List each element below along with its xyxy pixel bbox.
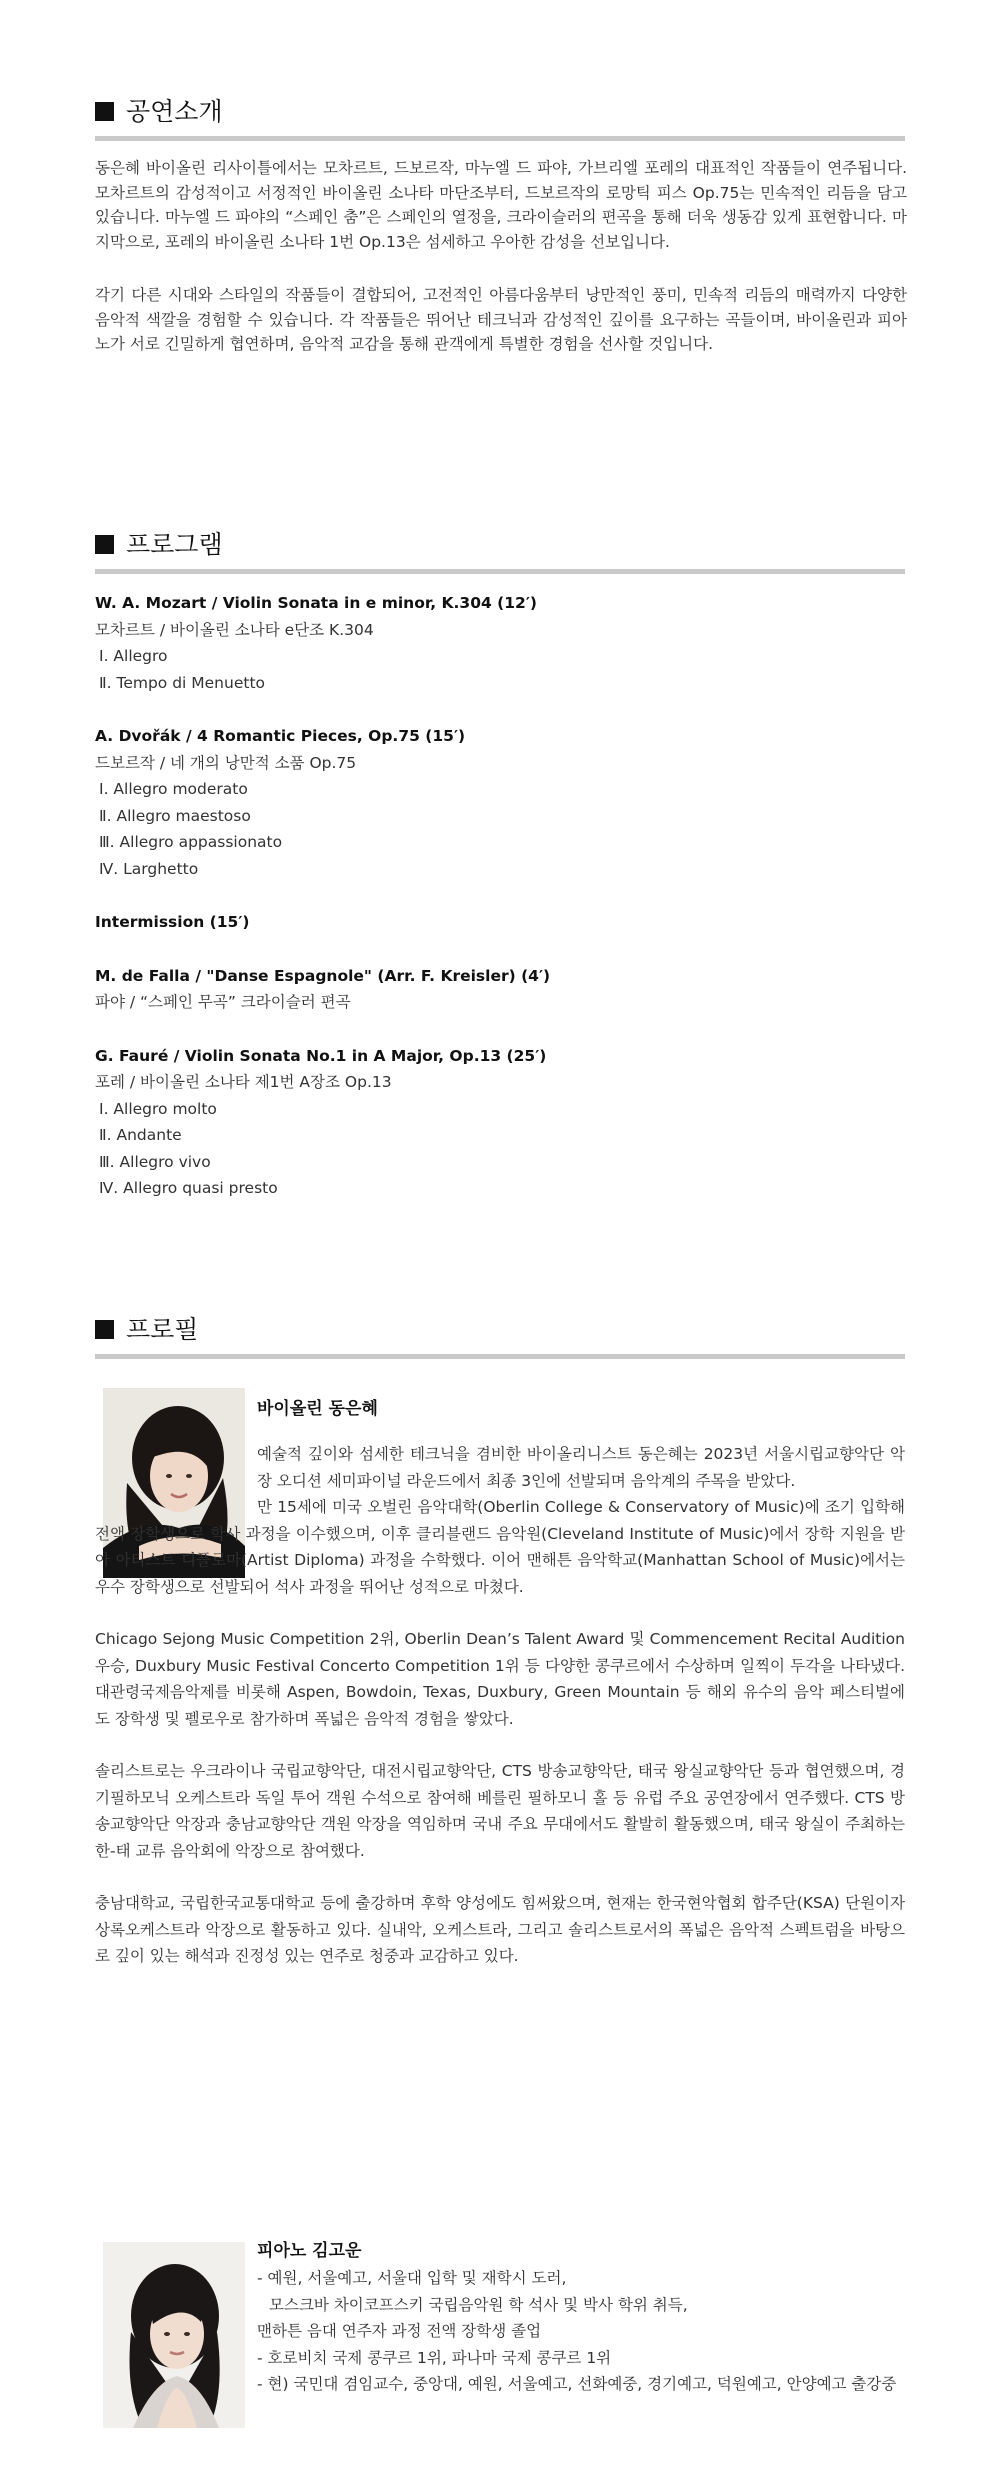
square-bullet-icon — [95, 102, 114, 121]
intermission-label: Intermission (15′) — [95, 913, 250, 931]
pianist-bio-line: - 호로비치 국제 콩쿠르 1위, 파나마 국제 콩쿠르 1위 — [257, 2348, 612, 2367]
section-title-profile: 프로필 — [126, 1315, 199, 1344]
piece-korean-title: 파야 / “스페인 무곡” 크라이슬러 편곡 — [95, 993, 351, 1011]
violinist-bio-paragraph-3: 솔리스트로는 우크라이나 국립교향악단, 대전시립교향악단, CTS 방송교향악단, 태국 왕실교향악단 등과 협연했으며, 경기필하모닉 오케스트라 독일 투어 객원 수석으로 참여해 베를린 필하모니 홀 등 유럽 주요 공연장에서 연주했다. CTS 방송교향악단 악장과 충남교향악단 객원 악장을 역임하며 국내 주요 무대에서도 활발히 활동했으며, 태국 왕실이 주최하는 한-태 교류 음악회에 악장으로 참여했다. — [95, 1762, 905, 1860]
program-list — [95, 590, 907, 1229]
movement: Ⅰ. Allegro molto — [99, 1099, 217, 1118]
violinist-bio-paragraph-1b: 만 15세에 미국 오벌린 음악대학(Oberlin College & Conservatory of Music)에 조기 입학해 전액 장학생으로 학사 과정을 이수했으며, 이후 클리블랜드 음악원(Cleveland Institute of Music)에서 장학 지원을 받아 아티스트 디플로마(Artist Diploma) 과정을 수학했다. 이어 맨해튼 음악학교(Manhattan School of Music)에서는 우수 장학생으로 선발되어 석사 과정을 뛰어난 성적으로 마쳤다. — [95, 1498, 905, 1596]
pianist-bio — [257, 2265, 907, 2398]
piece-title: M. de Falla / "Danse Espagnole" (Arr. F. Kreisler) (4′) — [95, 966, 551, 985]
movement: Ⅱ. Tempo di Menuetto — [99, 673, 266, 692]
pianist-portrait-icon — [103, 2242, 245, 2428]
section-title-program: 프로그램 — [126, 530, 223, 559]
piece-korean-title: 모차르트 / 바이올린 소나타 e단조 K.304 — [95, 620, 374, 639]
pianist-bio-line: - 예원, 서울예고, 서울대 입학 및 재학시 도러, — [257, 2269, 567, 2287]
pianist-name: 피아노 김고운 — [257, 2241, 362, 2261]
program-piece-faure — [95, 1043, 907, 1202]
intro-text — [95, 156, 907, 386]
movement: Ⅳ. Allegro quasi presto — [99, 1179, 278, 1197]
intro-paragraph-2: 각기 다른 시대와 스타일의 작품들이 결합되어, 고전적인 아름다움부터 낭만적인 풍미, 민속적 리듬의 매력까지 다양한 음악적 색깔을 경험할 수 있습니다. 각 작품들은 뛰어난 테크닉과 감성적인 깊이를 요구하는 곡들이며, 바이올린과 피아노가 서로 긴밀하게 협연하며, 음악적 교감을 통해 관객에게 특별한 경험을 선사할 것입니다. — [95, 286, 907, 353]
pianist-bio-line: - 현) 국민대 겸임교수, 중앙대, 예원, 서울예고, 선화예중, 경기예고, 덕원예고, 안양예고 출강중 — [257, 2375, 897, 2393]
piece-title: A. Dvořák / 4 Romantic Pieces, Op.75 (15′) — [95, 727, 466, 745]
program-piece-mozart — [95, 590, 907, 696]
piece-korean-title: 드보르작 / 네 개의 낭만적 소품 Op.75 — [95, 753, 357, 772]
movement: Ⅰ. Allegro — [99, 647, 168, 665]
section-header-program — [95, 525, 905, 574]
violinist-name: 바이올린 동은혜 — [257, 1399, 378, 1419]
piece-korean-title: 포레 / 바이올린 소나타 제1번 A장조 Op.13 — [95, 1073, 392, 1091]
program-piece-dvorak — [95, 723, 907, 882]
movement: Ⅱ. Allegro maestoso — [99, 806, 251, 825]
violinist-bio-paragraph-1a: 예술적 깊이와 섬세한 테크닉을 겸비한 바이올리니스트 동은혜는 2023년 서울시립교향악단 악장 오디션 세미파이널 라운드에서 최종 3인에 선발되며 음악계의 주목을 받았다. — [257, 1445, 905, 1490]
piece-title: W. A. Mozart / Violin Sonata in e minor, K.304 (12′) — [95, 594, 537, 612]
pianist-bio-line: 모스크바 차이코프스키 국립음악원 학 석사 및 박사 학위 취득, — [269, 2295, 688, 2314]
section-header-profile — [95, 1310, 905, 1359]
movement: Ⅳ. Larghetto — [99, 859, 199, 878]
movement: Ⅰ. Allegro moderato — [99, 780, 248, 798]
violinist-bio-paragraph-4: 충남대학교, 국립한국교통대학교 등에 출강하며 후학 양성에도 힘써왔으며, 현재는 한국현악협회 합주단(KSA) 단원이자 상록오케스트라 악장으로 활동하고 있다. 실내악, 오케스트라, 그리고 솔리스트로서의 폭넓은 음악적 스펙트럼을 바탕으로 깊이 있는 해석과 진정성 있는 연주로 청중과 교감하고 있다. — [95, 1894, 905, 1965]
square-bullet-icon — [95, 1320, 114, 1339]
movement: Ⅲ. Allegro appassionato — [99, 833, 283, 851]
violinist-bio-paragraph-2: Chicago Sejong Music Competition 2위, Oberlin Dean’s Talent Award 및 Commencement Recital Audition 우승, Duxbury Music Festival Concerto Competition 1위 등 다양한 콩쿠르에서 수상하며 일찍이 두각을 나타냈다. 대관령국제음악제를 비롯해 Aspen, Bowdoin, Texas, Duxbury, Green Mountain 등 해외 유수의 음악 페스티벌에도 장학생 및 펠로우로 참가하며 폭넓은 음악적 경험을 쌓았다. — [95, 1630, 905, 1728]
violinist-bio — [95, 1441, 905, 1970]
movement: Ⅲ. Allegro vivo — [99, 1152, 211, 1171]
piece-title: G. Fauré / Violin Sonata No.1 in A Major, Op.13 (25′) — [95, 1046, 547, 1065]
pianist-bio-line: 맨하튼 음대 연주자 과정 전액 장학생 졸업 — [257, 2322, 542, 2340]
pianist-photo — [103, 2242, 245, 2428]
program-piece-falla — [95, 963, 907, 1016]
movement: Ⅱ. Andante — [99, 1126, 182, 1144]
square-bullet-icon — [95, 535, 114, 554]
section-title-intro: 공연소개 — [126, 97, 223, 126]
intro-paragraph-1: 동은혜 바이올린 리사이틀에서는 모차르트, 드보르작, 마누엘 드 파야, 가브리엘 포레의 대표적인 작품들이 연주됩니다. 모차르트의 감성적이고 서정적인 바이올린 소나타 마단조부터, 드보르작의 로망틱 피스 Op.75는 민속적인 리듬을 담고 있습니다. 마누엘 드 파야의 “스페인 춤”은 스페인의 열정을, 크라이슬러의 편곡을 통해 더욱 생동감 있게 표현합니다. 마지막으로, 포레의 바이올린 소나타 1번 Op.13은 섬세하고 우아한 감성을 선보입니다. — [95, 159, 907, 251]
section-header-intro — [95, 92, 905, 141]
program-intermission — [95, 909, 907, 936]
